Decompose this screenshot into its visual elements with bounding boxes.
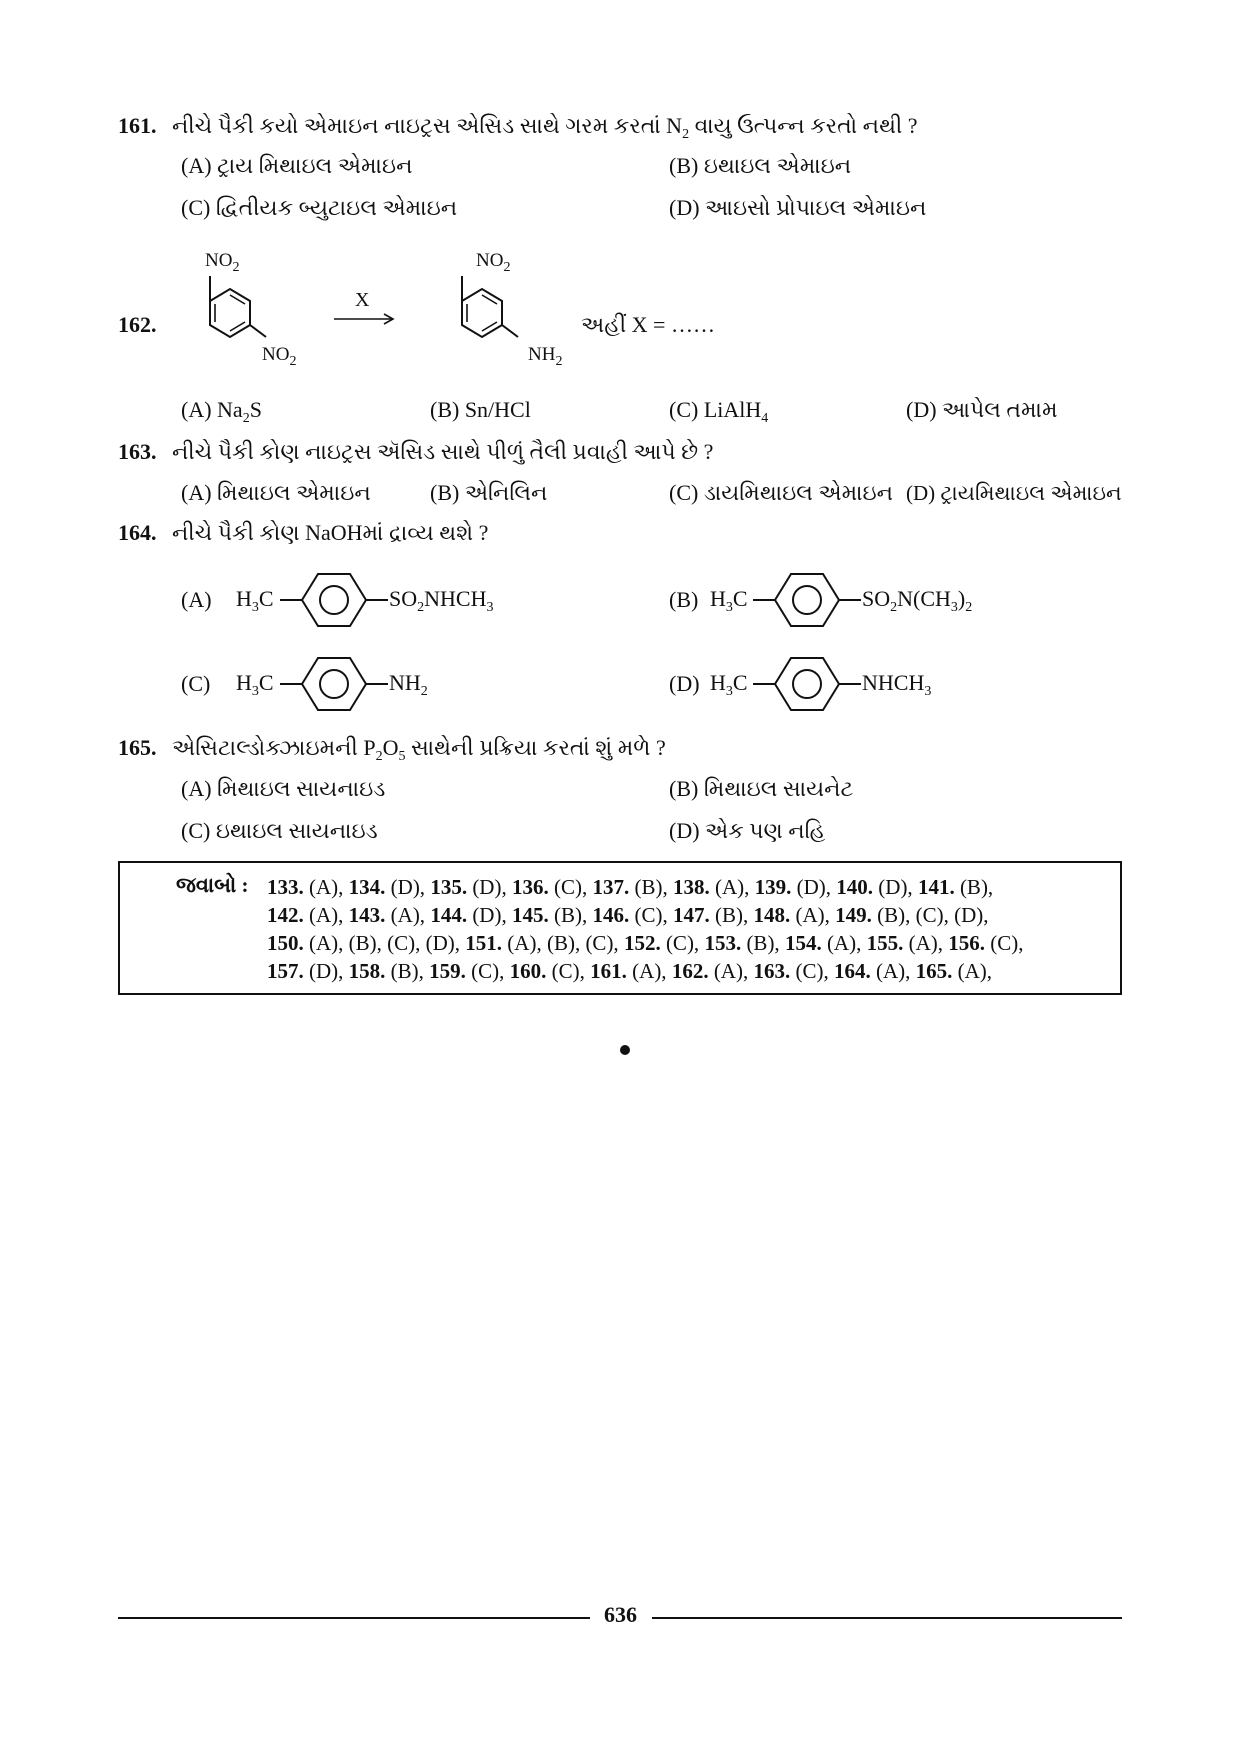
- footer-rule-right: [652, 1617, 1122, 1619]
- answer-choice: (A), (B), (C), (D),: [303, 931, 466, 955]
- answer-choice: (D),: [385, 875, 431, 899]
- answer-question-number: 143.: [348, 903, 386, 927]
- answer-choice: (A),: [303, 875, 349, 899]
- answer-question-number: 147.: [672, 903, 710, 927]
- answer-choice: (A),: [626, 959, 672, 983]
- answer-question-number: 145.: [511, 903, 549, 927]
- answer-question-number: 149.: [835, 903, 872, 927]
- option: (D) આઇસો પ્રોપાઇલ એમાઇન: [669, 195, 927, 220]
- answer-question-number: 142.: [267, 903, 304, 927]
- answer-choice: (C),: [548, 875, 593, 899]
- answer-choice: (B),: [741, 931, 785, 955]
- bullet-dot: [620, 1045, 630, 1055]
- answer-line: [267, 957, 992, 985]
- option: (C) ડાયમિથાઇલ એમાઇન: [669, 480, 894, 505]
- answer-choice: (A),: [903, 931, 949, 955]
- question-164-stem: 164. નીચે પૈકી કોણ NaOHમાં દ્રાવ્ય થશે ?: [118, 520, 489, 545]
- option-label: (B): [669, 587, 699, 612]
- option-label: (C): [181, 671, 211, 696]
- answer-question-number: 157.: [267, 959, 304, 983]
- answer-question-number: 161.: [590, 959, 627, 983]
- answer-question-number: 165.: [915, 959, 953, 983]
- answer-choice: (A), (B), (C),: [502, 931, 624, 955]
- methyl-group: $H_3C$: [236, 670, 274, 699]
- answer-choice: (A),: [708, 959, 754, 983]
- question-number: 165.: [118, 735, 157, 760]
- answer-choice: (B),: [629, 875, 673, 899]
- answer-choice: (B),: [954, 875, 994, 899]
- nitro-label: $NO_2$: [205, 250, 240, 275]
- answer-choice: (D),: [873, 875, 918, 899]
- question-number: 161.: [118, 113, 157, 138]
- answer-choice: (A),: [790, 903, 836, 927]
- answer-choice: (B),: [385, 959, 430, 983]
- answer-question-number: 135.: [430, 875, 468, 899]
- answer-choice: (B),: [709, 903, 754, 927]
- answer-line: [267, 929, 1024, 957]
- answer-question-number: 144.: [430, 903, 468, 927]
- answer-choice: (C),: [546, 959, 591, 983]
- answer-question-number: 163.: [753, 959, 791, 983]
- option: (B) મિથાઇલ સાયનેટ: [669, 776, 854, 801]
- option: (A) ટ્રાય મિથાઇલ એમાઇન: [181, 153, 413, 178]
- question-161-stem: 161. નીચે પૈકી કયો એમાઇન નાઇટ્રસ એસિડ સાથે ગરમ કરતાં $N_2$ વાયુ ઉત્પન્ન કરતો નથી ?: [118, 113, 918, 142]
- option: (B) ઇથાઇલ એમાઇન: [669, 153, 852, 178]
- question-162-tail: અહીં X = ……: [581, 312, 715, 337]
- answer-choice: (B), (C), (D),: [871, 903, 989, 927]
- answer-choice: (C),: [985, 931, 1024, 955]
- substituent: $NH_2$: [389, 670, 428, 699]
- answer-question-number: 160.: [509, 959, 547, 983]
- answer-question-number: 156.: [948, 931, 985, 955]
- methyl-group: $H_3C$: [710, 586, 748, 615]
- page-number: 636: [604, 1602, 637, 1627]
- option: (C) ઇથાઇલ સાયનાઇડ: [181, 818, 378, 843]
- answer-question-number: 153.: [704, 931, 742, 955]
- question-163-stem: 163. નીચે પૈકી કોણ નાઇટ્રસ ઍસિડ સાથે પીળું તૈલી પ્રવાહી આપે છે ?: [118, 439, 714, 464]
- reaction-arrow: [334, 312, 396, 326]
- nitro-label: $NO_2$: [476, 250, 511, 275]
- question-number: 163.: [118, 439, 157, 464]
- answer-question-number: 141.: [917, 875, 955, 899]
- answer-choice: (A),: [870, 959, 916, 983]
- answer-question-number: 146.: [592, 903, 630, 927]
- answer-choice: (A),: [385, 903, 431, 927]
- answer-question-number: 154.: [784, 931, 822, 955]
- option: (A) મિથાઇલ એમાઇન: [181, 480, 371, 505]
- answer-question-number: 151.: [465, 931, 503, 955]
- answer-key-label: જવાબો :: [176, 873, 249, 897]
- answer-choice: (A),: [303, 903, 349, 927]
- nitro-label: $NO_2$: [262, 344, 297, 369]
- answer-choice: (D),: [303, 959, 349, 983]
- substituent: $NHCH_3$: [862, 670, 932, 699]
- answer-choice: (D),: [467, 903, 512, 927]
- answer-choice: (C),: [660, 931, 705, 955]
- answer-line: [267, 873, 993, 901]
- answer-choice: (C),: [790, 959, 834, 983]
- footer-rule-left: [118, 1617, 590, 1619]
- option: (B) એનિલિન: [430, 480, 548, 505]
- answer-choice: (B),: [548, 903, 593, 927]
- answer-question-number: 150.: [267, 931, 304, 955]
- option: (B) Sn/HCl: [430, 397, 531, 422]
- option-label: (A): [181, 587, 212, 612]
- reactant-structure: [180, 250, 320, 380]
- answer-question-number: 134.: [348, 875, 386, 899]
- question-165-stem: 165. એસિટાલ્ડોક્ઝાઇમની $P_2O_5$ સાથેની પ્રક્રિયા કરતાં શું મળે ?: [118, 735, 666, 764]
- answer-question-number: 155.: [866, 931, 904, 955]
- answer-choice: (C),: [465, 959, 510, 983]
- answer-question-number: 152.: [623, 931, 661, 955]
- answer-key-box: [118, 861, 1122, 995]
- benzene-ring: [280, 652, 390, 716]
- answer-question-number: 158.: [348, 959, 386, 983]
- answer-question-number: 136.: [511, 875, 549, 899]
- benzene-ring: [753, 652, 863, 716]
- benzene-ring: [753, 568, 863, 632]
- option: (D) ટ્રાયમિથાઇલ એમાઇન: [906, 481, 1122, 505]
- option: (A) $Na_2S$: [181, 397, 262, 426]
- answer-choice: (D),: [791, 875, 837, 899]
- answer-question-number: 140.: [836, 875, 874, 899]
- methyl-group: $H_3C$: [710, 670, 748, 699]
- option: (D) એક પણ નહિ: [669, 818, 826, 843]
- answer-question-number: 138.: [672, 875, 710, 899]
- question-number: 162.: [118, 312, 157, 337]
- methyl-group: $H_3C$: [236, 586, 274, 615]
- answer-question-number: 139.: [754, 875, 792, 899]
- answer-question-number: 133.: [267, 875, 304, 899]
- substituent: $SO_2NHCH_3$: [389, 586, 494, 615]
- option: (A) મિથાઇલ સાયનાઇડ: [181, 776, 386, 801]
- answer-choice: (A),: [952, 959, 993, 983]
- question-number: 164.: [118, 520, 157, 545]
- option: (C) દ્વિતીયક બ્યુટાઇલ એમાઇન: [181, 195, 458, 220]
- benzene-ring: [280, 568, 390, 632]
- answer-question-number: 159.: [429, 959, 466, 983]
- option: (C) LiAlH$_4$: [669, 397, 769, 426]
- answer-question-number: 162.: [671, 959, 709, 983]
- option-label: (D): [669, 671, 700, 696]
- option: (D) આપેલ તમામ: [906, 397, 1058, 422]
- answer-question-number: 137.: [592, 875, 630, 899]
- amino-label: $NH_2$: [528, 344, 563, 369]
- answer-choice: (D),: [467, 875, 512, 899]
- answer-line: [267, 901, 989, 929]
- substituent: $SO_2N(CH_3)_2$: [862, 586, 973, 615]
- reagent-label: X: [355, 289, 370, 311]
- answer-choice: (C),: [629, 903, 673, 927]
- answer-choice: (A),: [709, 875, 755, 899]
- answer-question-number: 148.: [753, 903, 791, 927]
- answer-choice: (A),: [821, 931, 867, 955]
- answer-question-number: 164.: [833, 959, 871, 983]
